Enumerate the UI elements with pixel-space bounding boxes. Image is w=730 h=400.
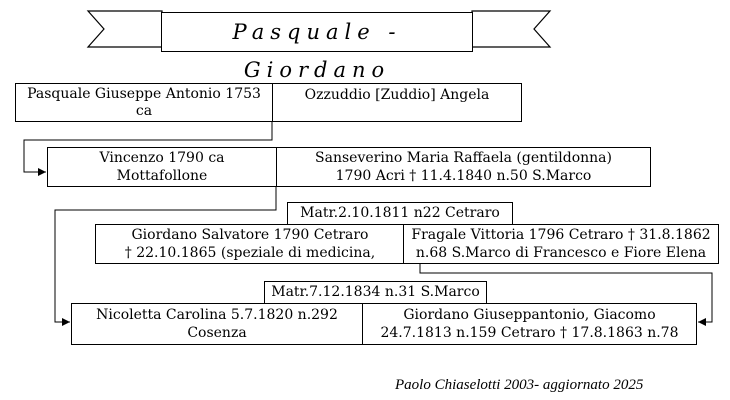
gen4-husband-details: 24.7.1813 n.159 Cetraro † 17.8.1863 n.78 — [380, 325, 679, 341]
gen2-husband-name: Vincenzo 1790 ca — [99, 150, 225, 166]
marriage1-label: Matr.2.10.1811 n22 Cetraro — [300, 205, 500, 221]
arrowhead-gen4-left — [62, 318, 70, 326]
gen4-husband-name: Giordano Giuseppantonio, Giacomo — [403, 307, 656, 323]
gen3-husband-name: Giordano Salvatore 1790 Cetraro — [131, 227, 369, 243]
gen3-husband-details: † 22.10.1865 (speziale di medicina, — [124, 245, 376, 261]
gen4-wife-place: Cosenza — [187, 325, 247, 341]
gen3-wife-details: n.68 S.Marco di Francesco e Fiore Elena — [415, 245, 707, 261]
banner-left-tail — [88, 11, 162, 47]
gen2-husband-place: Mottafollone — [116, 168, 208, 184]
gen1-wife-name: Ozzuddio [Zuddio] Angela — [304, 87, 490, 103]
marriage2-label: Matr.7.12.1834 n.31 S.Marco — [271, 284, 480, 300]
arrowhead-gen2 — [38, 168, 46, 176]
banner-right-tail — [472, 11, 550, 47]
gen1-husband-name: Pasquale Giuseppe Antonio 1753 — [27, 86, 261, 102]
arrowhead-gen4-right — [698, 318, 706, 326]
gen3-wife-name: Fragale Vittoria 1796 Cetraro † 31.8.1862 — [411, 227, 711, 243]
page-title: Pasquale - Giordano — [161, 12, 473, 52]
gen2-wife-details: 1790 Acri † 11.4.1840 n.50 S.Marco — [335, 168, 592, 184]
gen1-husband-note: ca — [135, 103, 153, 119]
author-credit: Paolo Chiaselotti 2003- aggiornato 2025 — [395, 377, 644, 393]
gen4-wife-name: Nicoletta Carolina 5.7.1820 n.292 — [96, 307, 338, 323]
gen2-wife-name: Sanseverino Maria Raffaela (gentildonna) — [315, 150, 612, 166]
